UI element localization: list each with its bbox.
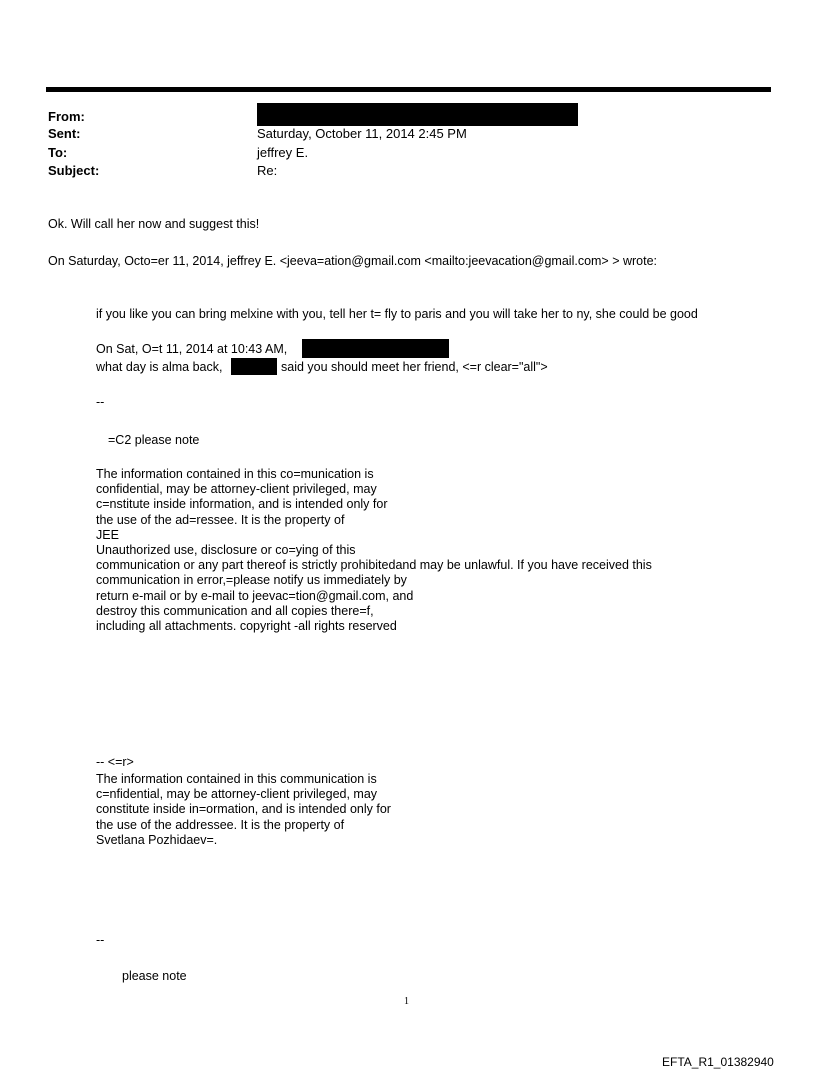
disclaimer-1-line: confidential, may be attorney-client privileged, may: [96, 482, 377, 497]
please-note-1: =C2 please note: [108, 433, 200, 447]
sent-value: Saturday, October 11, 2014 2:45 PM: [257, 126, 467, 141]
reply-line: Ok. Will call her now and suggest this!: [48, 217, 260, 231]
please-note-2: please note: [122, 969, 187, 983]
redaction-name: [231, 358, 277, 375]
disclaimer-1-line: The information contained in this co=munication is: [96, 467, 374, 481]
on-sat-line: On Sat, O=t 11, 2014 at 10:43 AM,: [96, 342, 288, 356]
disclaimer-1-line: Unauthorized use, disclosure or co=ying of this: [96, 543, 356, 558]
quote-intro: On Saturday, Octo=er 11, 2014, jeffrey E. <jeeva=ation@gmail.com <mailto:jeevacation@gmail.com> > wrote:: [48, 254, 658, 268]
redaction-from: [257, 103, 578, 126]
header-rule: [46, 87, 771, 92]
disclaimer-1-line: communication or any part thereof is strictly prohibitedand may be unlawful. If you have received this: [96, 558, 652, 573]
disclaimer-2-line: Svetlana Pozhidaev=.: [96, 832, 218, 847]
to-label: To:: [48, 145, 68, 160]
alma-line-prefix: what day is alma back,: [96, 360, 223, 374]
bates-number: EFTA_R1_01382940: [662, 1055, 774, 1069]
subject-value: Re:: [257, 163, 278, 178]
page-number: 1: [404, 996, 409, 1007]
separator-3: --: [96, 933, 105, 947]
redaction-sender: [302, 339, 449, 358]
disclaimer-1-line: c=nstitute inside information, and is intended only for: [96, 497, 388, 512]
disclaimer-block-1: [96, 467, 652, 634]
separator-1: --: [96, 395, 105, 409]
disclaimer-2-line: the use of the addressee. It is the property of: [96, 817, 345, 832]
subject-label: Subject:: [48, 163, 100, 178]
alma-line-suffix: said you should meet her friend, <=r clear="all">: [281, 360, 548, 374]
disclaimer-2-line: c=nfidential, may be attorney-client privileged, may: [96, 787, 378, 802]
disclaimer-block-2: [96, 772, 391, 848]
sent-label: Sent:: [48, 126, 81, 141]
quoted-message: if you like you can bring melxine with you, tell her t= fly to paris and you will take her to ny, she could be good: [96, 307, 698, 321]
disclaimer-1-line: return e-mail or by e-mail to jeevac=tion@gmail.com, and: [96, 588, 414, 603]
separator-2: -- <=r>: [96, 755, 134, 769]
disclaimer-1-line: communication in error,=please notify us immediately by: [96, 573, 407, 588]
from-label: From:: [48, 109, 85, 124]
disclaimer-1-line: destroy this communication and all copies there=f,: [96, 603, 374, 618]
disclaimer-2-line: The information contained in this communication is: [96, 772, 377, 786]
disclaimer-1-line: JEE: [96, 527, 119, 542]
disclaimer-1-line: including all attachments. copyright -all rights reserved: [96, 619, 397, 634]
disclaimer-2-line: constitute inside in=ormation, and is intended only for: [96, 802, 391, 817]
disclaimer-1-line: the use of the ad=ressee. It is the property of: [96, 512, 345, 527]
to-value: jeffrey E.: [257, 145, 309, 160]
